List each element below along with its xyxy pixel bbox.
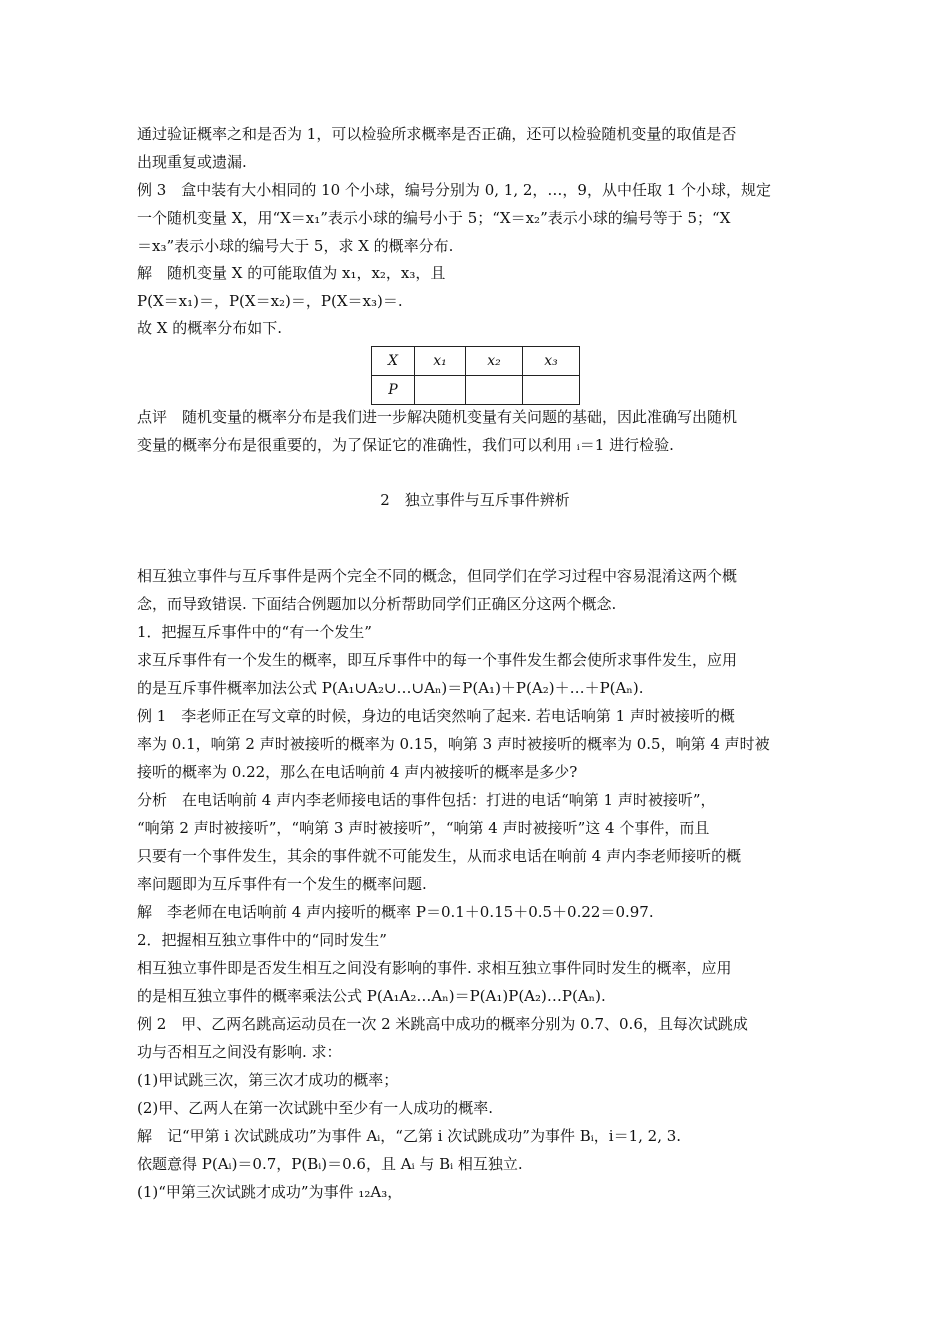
example-3-line: 一个随机变量 X，用“X＝x₁”表示小球的编号小于 5；“X＝x₂”表示小球的编号等于 5；“X <box>137 209 731 227</box>
comment-line: 点评 随机变量的概率分布是我们进一步解决随机变量有关问题的基础，因此准确写出随机 <box>137 408 738 426</box>
example-1-line: 例 1 李老师正在写文章的时候，身边的电话突然响了起来. 若电话响第 1 声时被接听的概 <box>137 707 735 725</box>
solution-line: 故 X 的概率分布如下. <box>137 319 282 337</box>
solution-line: (1)“甲第三次试跳才成功”为事件 ₁₂A₃， <box>137 1183 403 1201</box>
solution-line: 依题意得 P(Aᵢ)＝0.7，P(Bᵢ)＝0.6，且 Aᵢ 与 Bᵢ 相互独立. <box>137 1155 523 1173</box>
analysis-line: 率问题即为互斥事件有一个发生的概率问题. <box>137 875 427 893</box>
paragraph-line: 念，而导致错误. 下面结合例题加以分析帮助同学们正确区分这两个概念. <box>137 595 617 613</box>
example-2-line: 例 2 甲、乙两名跳高运动员在一次 2 米跳高中成功的概率分别为 0.7、0.6，且每次试跳成 <box>137 1015 748 1033</box>
solution-line: P(X＝x₁)＝，P(X＝x₂)＝，P(X＝x₃)＝. <box>137 292 403 310</box>
paragraph-line: 通过验证概率之和是否为 1，可以检验所求概率是否正确，还可以检验随机变量的取值是否 <box>137 125 737 143</box>
section-heading: 2 独立事件与互斥事件辨析 <box>380 491 570 509</box>
table-cell <box>523 376 580 405</box>
solution-line: 解 记“甲第 i 次试跳成功”为事件 Aᵢ，“乙第 i 次试跳成功”为事件 Bᵢ，i＝1, 2, 3. <box>137 1127 682 1145</box>
table-header-cell: x₃ <box>523 347 580 376</box>
table-header-cell: x₁ <box>415 347 466 376</box>
paragraph-line: 出现重复或遗漏. <box>137 153 247 171</box>
paragraph-line: 相互独立事件即是否发生相互之间没有影响的事件. 求相互独立事件同时发生的概率，应用 <box>137 959 732 977</box>
question-line: (2)甲、乙两人在第一次试跳中至少有一人成功的概率. <box>137 1099 494 1117</box>
formula-line: 的是相互独立事件的概率乘法公式 P(A₁A₂…Aₙ)＝P(A₁)P(A₂)…P(Aₙ). <box>137 987 606 1005</box>
table-header-cell: X <box>372 347 415 376</box>
analysis-line: 分析 在电话响前 4 声内李老师接电话的事件包括：打进的电话“响第 1 声时被接听”， <box>137 791 716 809</box>
table-header-cell: x₂ <box>466 347 523 376</box>
comment-line: 变量的概率分布是很重要的，为了保证它的准确性，我们可以利用 ᵢ＝1 进行检验. <box>137 436 674 454</box>
example-2-line: 功与否相互之间没有影响. 求： <box>137 1043 342 1061</box>
probability-distribution-table <box>371 346 580 405</box>
question-line: (1)甲试跳三次，第三次才成功的概率； <box>137 1071 399 1089</box>
table-row <box>372 347 580 376</box>
paragraph-line: 求互斥事件有一个发生的概率，即互斥事件中的每一个事件发生都会使所求事件发生，应用 <box>137 651 738 669</box>
analysis-line: 只要有一个事件发生，其余的事件就不可能发生，从而求电话在响前 4 声内李老师接听的概 <box>137 847 742 865</box>
example-1-line: 接听的概率为 0.22，那么在电话响前 4 声内被接听的概率是多少? <box>137 763 578 781</box>
solution-line: 解 李老师在电话响前 4 声内接听的概率 P＝0.1＋0.15＋0.5＋0.22＝0.97. <box>137 903 654 921</box>
table-cell <box>415 376 466 405</box>
table-row <box>372 376 580 405</box>
example-3-line: 例 3 盒中装有大小相同的 10 个小球，编号分别为 0, 1, 2，…，9，从中任取 1 个小球，规定 <box>137 181 772 199</box>
analysis-line: “响第 2 声时被接听”，“响第 3 声时被接听”，“响第 4 声时被接听”这 4 个事件，而且 <box>137 819 710 837</box>
subheading: 1．把握互斥事件中的“有一个发生” <box>137 623 372 641</box>
paragraph-line: 相互独立事件与互斥事件是两个完全不同的概念，但同学们在学习过程中容易混淆这两个概 <box>137 567 738 585</box>
example-1-line: 率为 0.1，响第 2 声时被接听的概率为 0.15，响第 3 声时被接听的概率为 0.5，响第 4 声时被 <box>137 735 770 753</box>
formula-line: 的是互斥事件概率加法公式 P(A₁∪A₂∪…∪Aₙ)＝P(A₁)＋P(A₂)＋…＋P(Aₙ). <box>137 679 644 697</box>
table-cell: P <box>372 376 415 405</box>
example-3-line: ＝x₃”表示小球的编号大于 5，求 X 的概率分布. <box>137 237 454 255</box>
solution-line: 解 随机变量 X 的可能取值为 x₁，x₂，x₃，且 <box>137 264 446 282</box>
table-cell <box>466 376 523 405</box>
subheading: 2．把握相互独立事件中的“同时发生” <box>137 931 387 949</box>
